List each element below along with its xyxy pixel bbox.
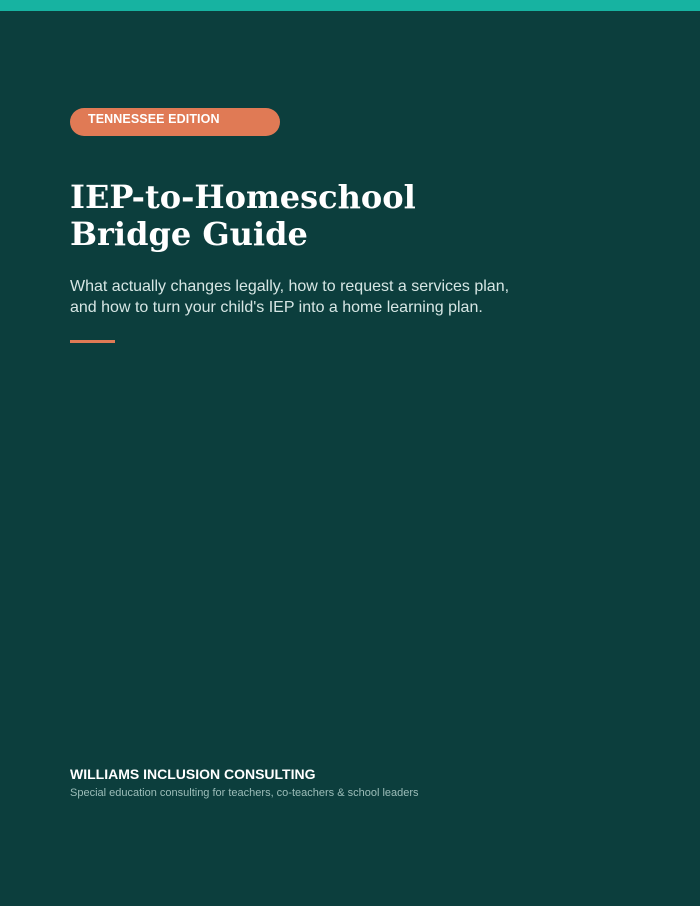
top-accent-bar [0, 0, 700, 11]
accent-divider [70, 340, 115, 343]
cover-title [70, 179, 590, 253]
edition-badge: TENNESSEE EDITION [70, 108, 280, 136]
cover-title-line-1: IEP-to-Homeschool [70, 178, 416, 216]
cover-title-line-2: Bridge Guide [70, 215, 308, 253]
cover-subtitle-line-1: What actually changes legally, how to request a services plan, [70, 278, 510, 295]
cover-subtitle [70, 276, 630, 318]
cover-subtitle-line-2: and how to turn your child's IEP into a home learning plan. [70, 299, 483, 316]
organization-name: WILLIAMS INCLUSION CONSULTING [70, 766, 316, 782]
organization-tagline: Special education consulting for teachers, co-teachers & school leaders [70, 787, 419, 799]
